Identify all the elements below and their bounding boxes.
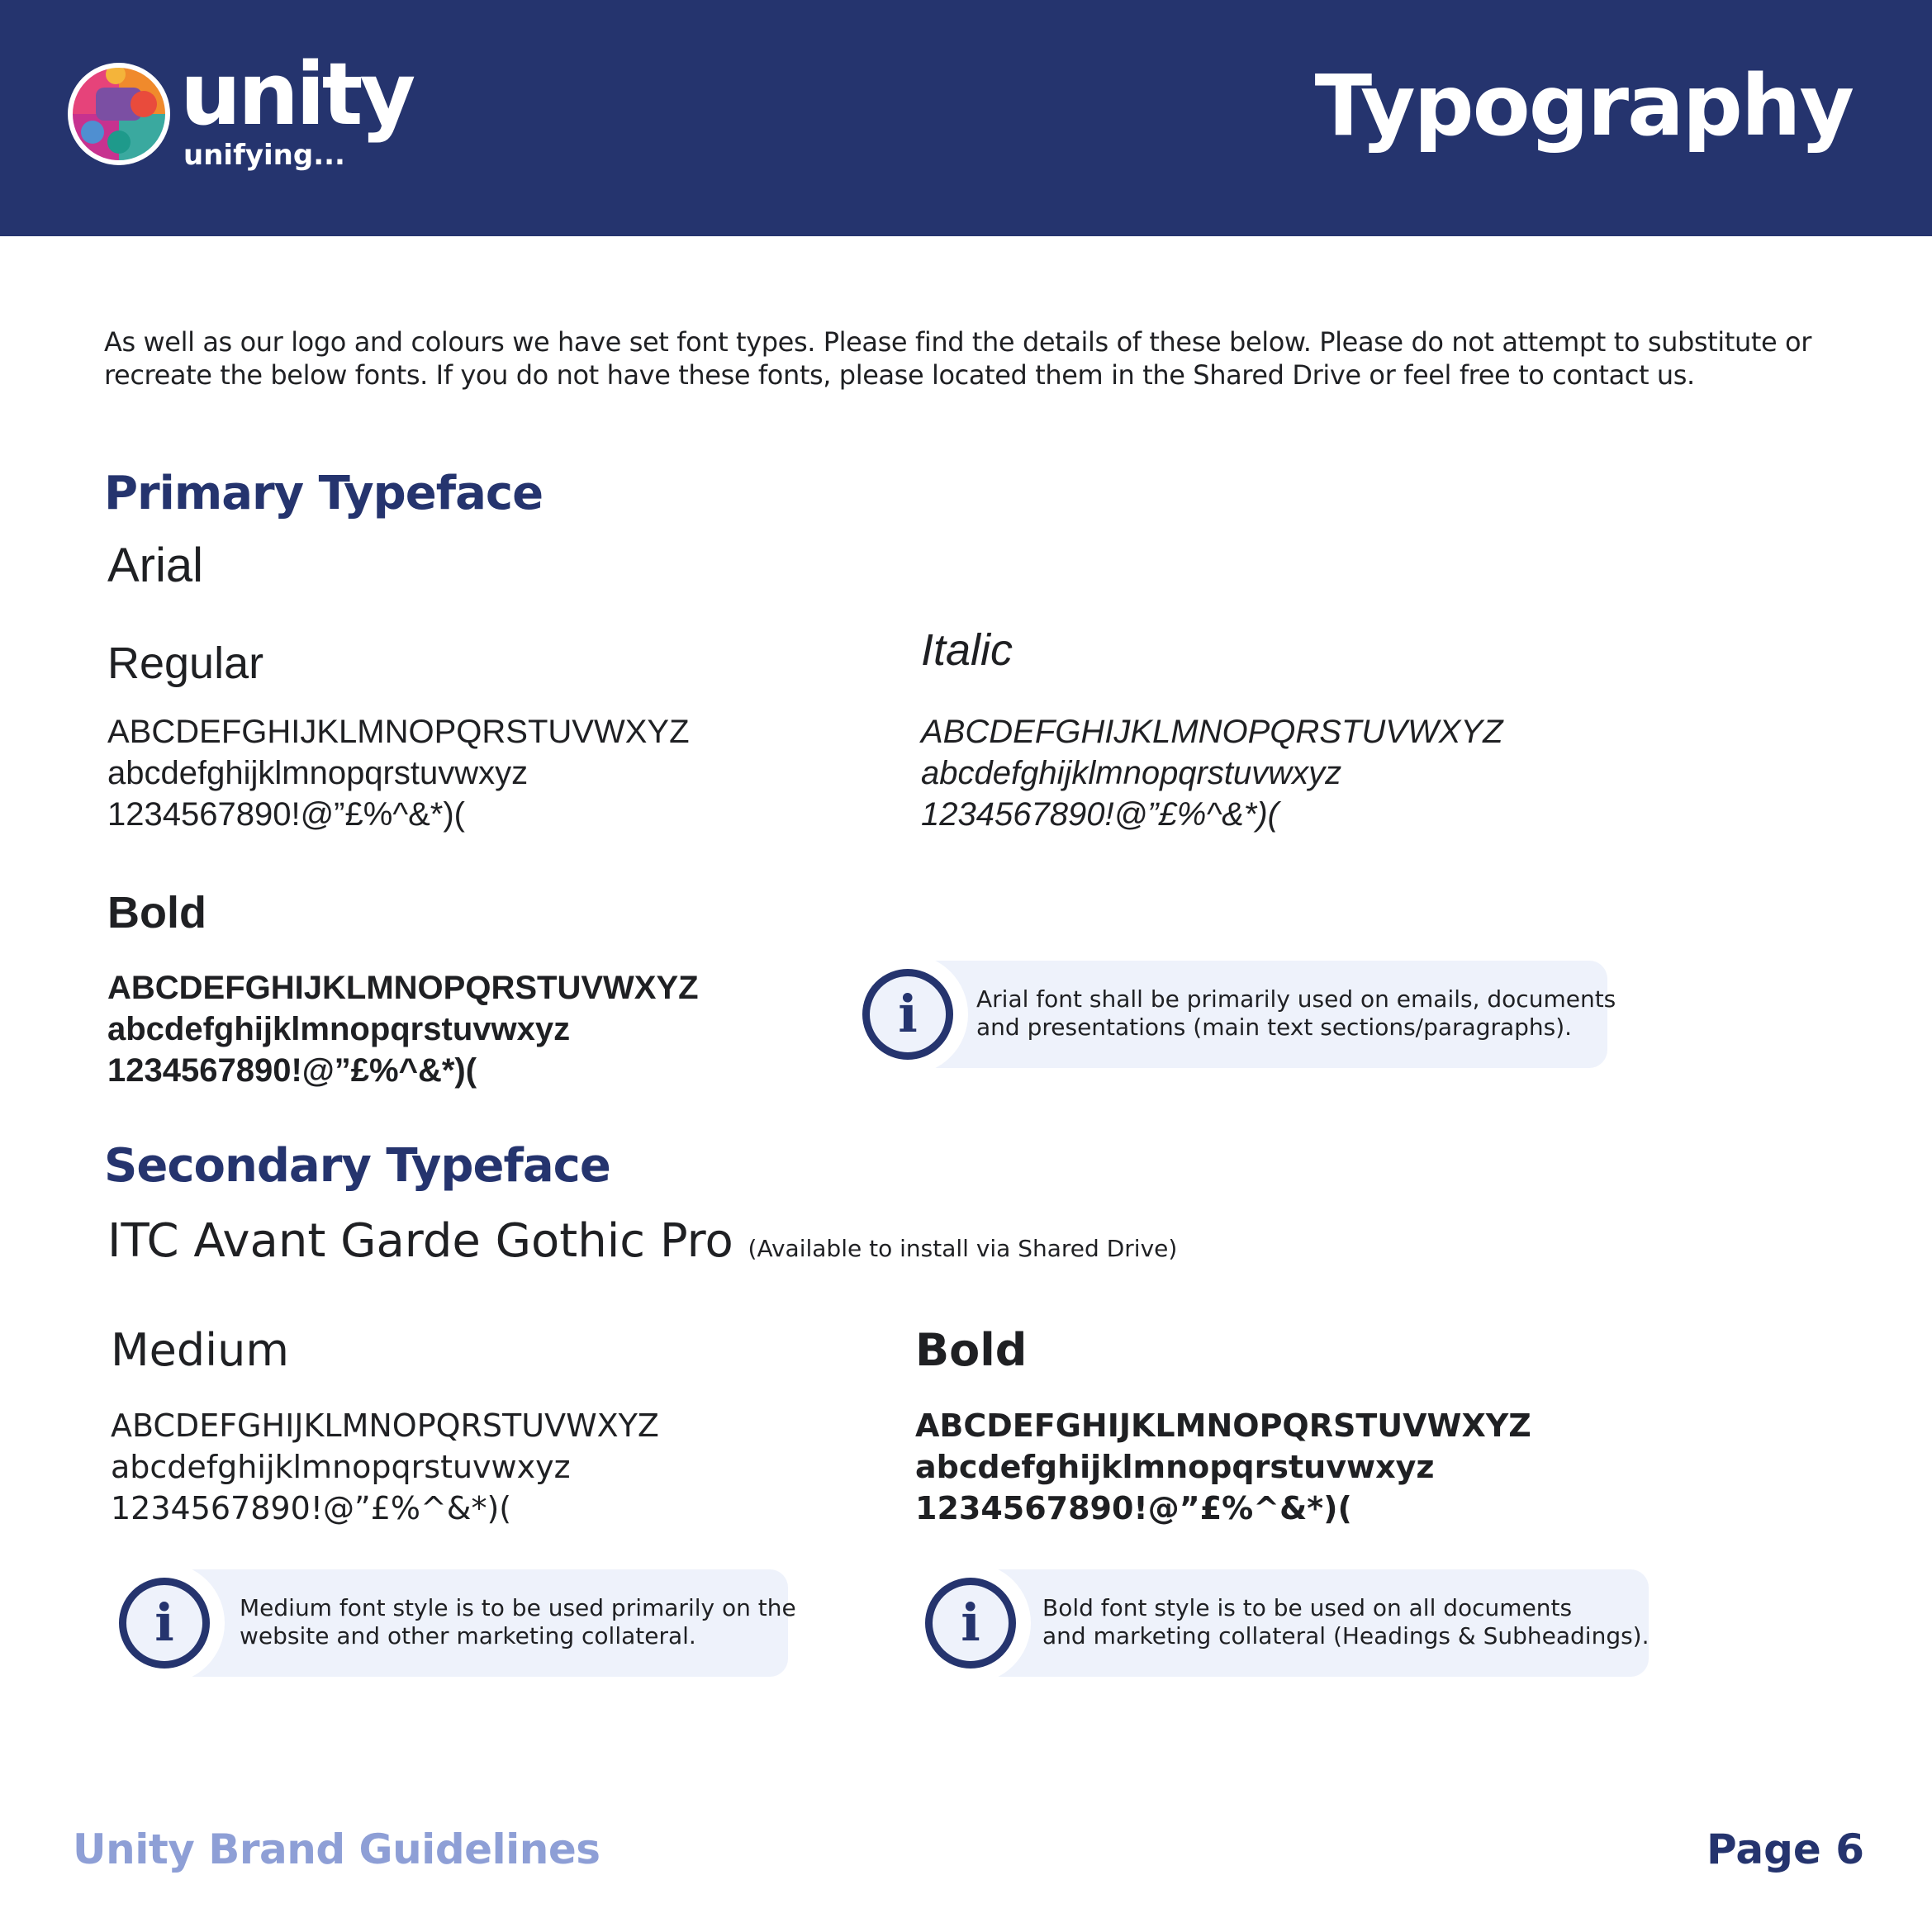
secondary-font-name: ITC Avant Garde Gothic Pro xyxy=(107,1214,733,1268)
sample-line: abcdefghijklmnopqrstuvwxyz xyxy=(107,755,529,791)
logo-tagline: unifying... xyxy=(183,139,345,172)
puzzle-globe-icon xyxy=(68,63,170,165)
info-icon: i xyxy=(925,1578,1016,1669)
primary-bold-sample xyxy=(107,967,699,1091)
secondary-typeface-heading: Secondary Typeface xyxy=(104,1139,610,1193)
italic-label: Italic xyxy=(921,625,1013,675)
sample-line: abcdefghijklmnopqrstuvwxyz xyxy=(111,1449,571,1485)
secondary-bold-sample xyxy=(915,1405,1531,1529)
italic-sample xyxy=(921,711,1503,835)
regular-sample xyxy=(107,711,690,835)
primary-bold-label: Bold xyxy=(107,888,206,938)
sample-line: ABCDEFGHIJKLMNOPQRSTUVWXYZ xyxy=(921,714,1503,750)
medium-label: Medium xyxy=(111,1324,289,1376)
sample-line: 1234567890!@”£%^&*)( xyxy=(921,796,1279,833)
page-number: Page 6 xyxy=(1707,1825,1864,1873)
footer-brand-title: Unity Brand Guidelines xyxy=(73,1825,600,1873)
availability-note: (Available to install via Shared Drive) xyxy=(748,1235,1178,1262)
info-icon: i xyxy=(862,969,953,1060)
sample-line: abcdefghijklmnopqrstuvwxyz xyxy=(915,1449,1435,1485)
medium-sample xyxy=(111,1405,659,1529)
sample-line: abcdefghijklmnopqrstuvwxyz xyxy=(921,755,1342,791)
sample-line: abcdefghijklmnopqrstuvwxyz xyxy=(107,1011,571,1047)
note-text xyxy=(1042,1594,1650,1650)
intro-paragraph: As well as our logo and colours we have set font types. Please find the details of these below. Please do not attempt to substitute or recreate the below fonts. If you do not have these fonts, please located them in the Shared Drive or feel free to contact us. xyxy=(104,326,1811,391)
sample-line: 1234567890!@”£%^&*)( xyxy=(107,796,465,833)
primary-font-name: Arial xyxy=(107,539,204,592)
note-text xyxy=(240,1594,796,1650)
info-icon: i xyxy=(119,1578,210,1669)
sample-line: 1234567890!@”£%^&*)( xyxy=(107,1052,477,1089)
bold-usage-note xyxy=(963,1569,1649,1677)
unity-logo xyxy=(68,44,413,172)
logo-wordmark: unity xyxy=(180,44,413,145)
sample-line: ABCDEFGHIJKLMNOPQRSTUVWXYZ xyxy=(915,1407,1531,1444)
page-title: Typography xyxy=(1314,57,1853,155)
regular-label: Regular xyxy=(107,638,264,688)
sample-line: ABCDEFGHIJKLMNOPQRSTUVWXYZ xyxy=(111,1407,659,1444)
sample-line: 1234567890!@”£%^&*)( xyxy=(915,1490,1352,1526)
primary-typeface-heading: Primary Typeface xyxy=(104,467,544,520)
note-line: and marketing collateral (Headings & Subheadings). xyxy=(1042,1622,1650,1650)
page-header xyxy=(0,0,1932,236)
sample-line: ABCDEFGHIJKLMNOPQRSTUVWXYZ xyxy=(107,970,699,1006)
note-text xyxy=(976,985,1616,1042)
sample-line: 1234567890!@”£%^&*)( xyxy=(111,1490,512,1526)
arial-usage-note xyxy=(894,961,1616,1068)
medium-usage-note xyxy=(154,1569,796,1677)
note-line: and presentations (main text sections/paragraphs). xyxy=(976,1013,1573,1041)
note-line: Medium font style is to be used primarily on the xyxy=(240,1594,796,1621)
sample-line: ABCDEFGHIJKLMNOPQRSTUVWXYZ xyxy=(107,714,690,750)
secondary-font-row xyxy=(107,1214,1178,1268)
note-line: Arial font shall be primarily used on emails, documents xyxy=(976,985,1616,1013)
secondary-bold-label: Bold xyxy=(915,1324,1028,1376)
note-line: Bold font style is to be used on all documents xyxy=(1042,1594,1573,1621)
note-line: website and other marketing collateral. xyxy=(240,1622,696,1650)
